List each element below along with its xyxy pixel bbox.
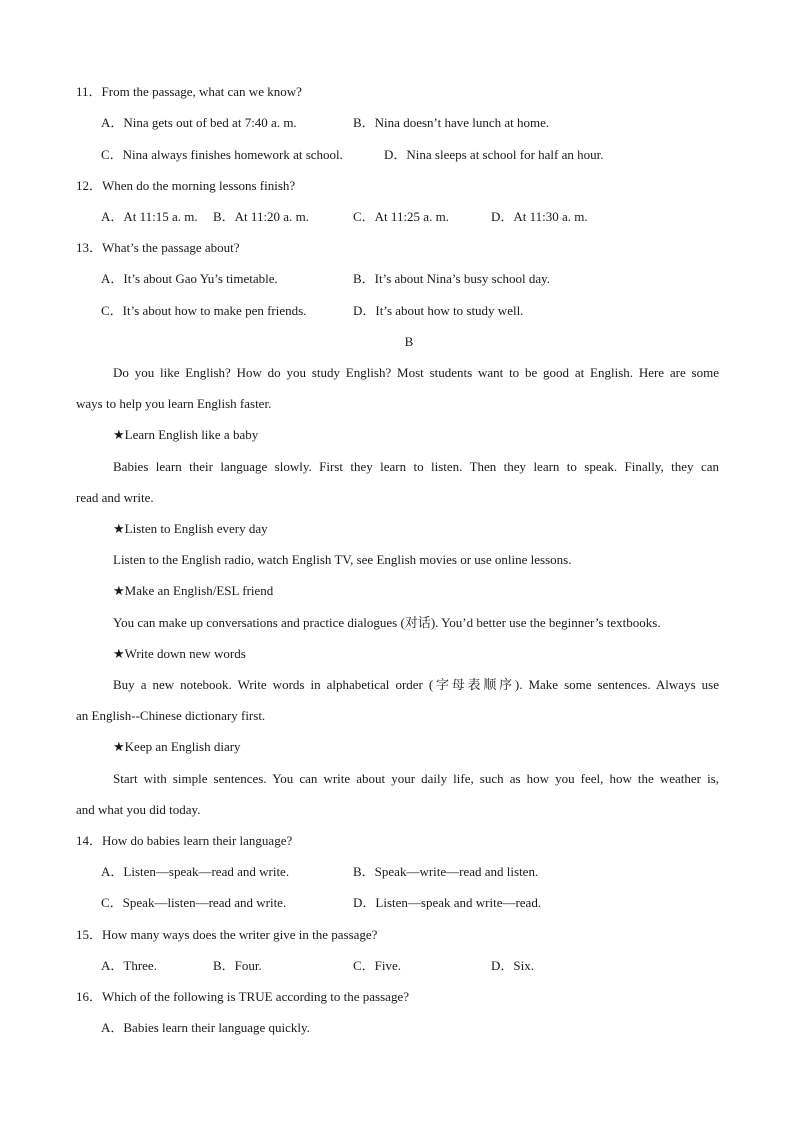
tip-1-title: ★Learn English like a baby	[113, 427, 259, 442]
tip-1-body-line-1: Babies learn their language slowly. First they learn to listen. Then they learn to speak. Finally, they can	[113, 459, 719, 474]
question-12-stem: 12．When do the morning lessons finish?	[76, 178, 296, 193]
question-13-option-c: C．It’s about how to make pen friends.	[101, 303, 307, 318]
tip-4-body-line-1: Buy a new notebook. Write words in alphabetical order (字母表顺序). Make some sentences. Always use	[113, 677, 719, 692]
question-14-option-d: D．Listen—speak and write—read.	[353, 895, 542, 910]
question-11-option-c: C．Nina always finishes homework at school.	[101, 147, 343, 162]
tip-4-body-line-2: an English--Chinese dictionary first.	[76, 708, 266, 723]
tip-4-title: ★Write down new words	[113, 646, 246, 661]
tip-5-body-line-1: Start with simple sentences. You can write about your daily life, such as how you feel, how the weather is,	[113, 771, 719, 786]
section-b-heading: B	[404, 334, 414, 349]
question-13-stem: 13．What’s the passage about?	[76, 240, 240, 255]
tip-2-title: ★Listen to English every day	[113, 521, 268, 536]
question-13-option-a: A．It’s about Gao Yu’s timetable.	[101, 271, 278, 286]
question-14-option-c: C．Speak—listen—read and write.	[101, 895, 287, 910]
tip-5-title: ★Keep an English diary	[113, 739, 241, 754]
question-15-option-c: C．Five.	[353, 958, 402, 973]
question-15-option-d: D．Six.	[491, 958, 534, 973]
question-12-option-a: A．At 11:15 a. m.	[101, 209, 198, 224]
question-11-option-b: B．Nina doesn’t have lunch at home.	[353, 115, 550, 130]
question-13-option-d: D．It’s about how to study well.	[353, 303, 524, 318]
question-12-option-d: D．At 11:30 a. m.	[491, 209, 588, 224]
question-11-option-a: A．Nina gets out of bed at 7:40 a. m.	[101, 115, 297, 130]
question-14-stem: 14．How do babies learn their language?	[76, 833, 293, 848]
question-14-option-a: A．Listen—speak—read and write.	[101, 864, 290, 879]
tip-3-title: ★Make an English/ESL friend	[113, 583, 274, 598]
tip-3-body: You can make up conversations and practice dialogues (对话). You’d better use the beginner’s textbooks.	[113, 615, 661, 630]
question-15-option-b: B．Four.	[213, 958, 262, 973]
passage-intro-line-1: Do you like English? How do you study English? Most students want to be good at English. Here are some	[113, 365, 719, 380]
tip-1-body-line-2: read and write.	[76, 490, 154, 505]
passage-intro-line-2: ways to help you learn English faster.	[76, 396, 272, 411]
question-16-stem: 16．Which of the following is TRUE according to the passage?	[76, 989, 409, 1004]
question-13-option-b: B．It’s about Nina’s busy school day.	[353, 271, 551, 286]
question-11-option-d: D．Nina sleeps at school for half an hour.	[384, 147, 604, 162]
question-11-stem: 11．From the passage, what can we know?	[76, 84, 302, 99]
question-15-stem: 15．How many ways does the writer give in the passage?	[76, 927, 378, 942]
question-15-option-a: A．Three.	[101, 958, 157, 973]
question-12-option-c: C．At 11:25 a. m.	[353, 209, 449, 224]
question-16-option-a: A．Babies learn their language quickly.	[101, 1020, 310, 1035]
question-14-option-b: B．Speak—write—read and listen.	[353, 864, 539, 879]
question-12-option-b: B．At 11:20 a. m.	[213, 209, 309, 224]
tip-2-body: Listen to the English radio, watch English TV, see English movies or use online lessons.	[113, 552, 572, 567]
tip-5-body-line-2: and what you did today.	[76, 802, 201, 817]
